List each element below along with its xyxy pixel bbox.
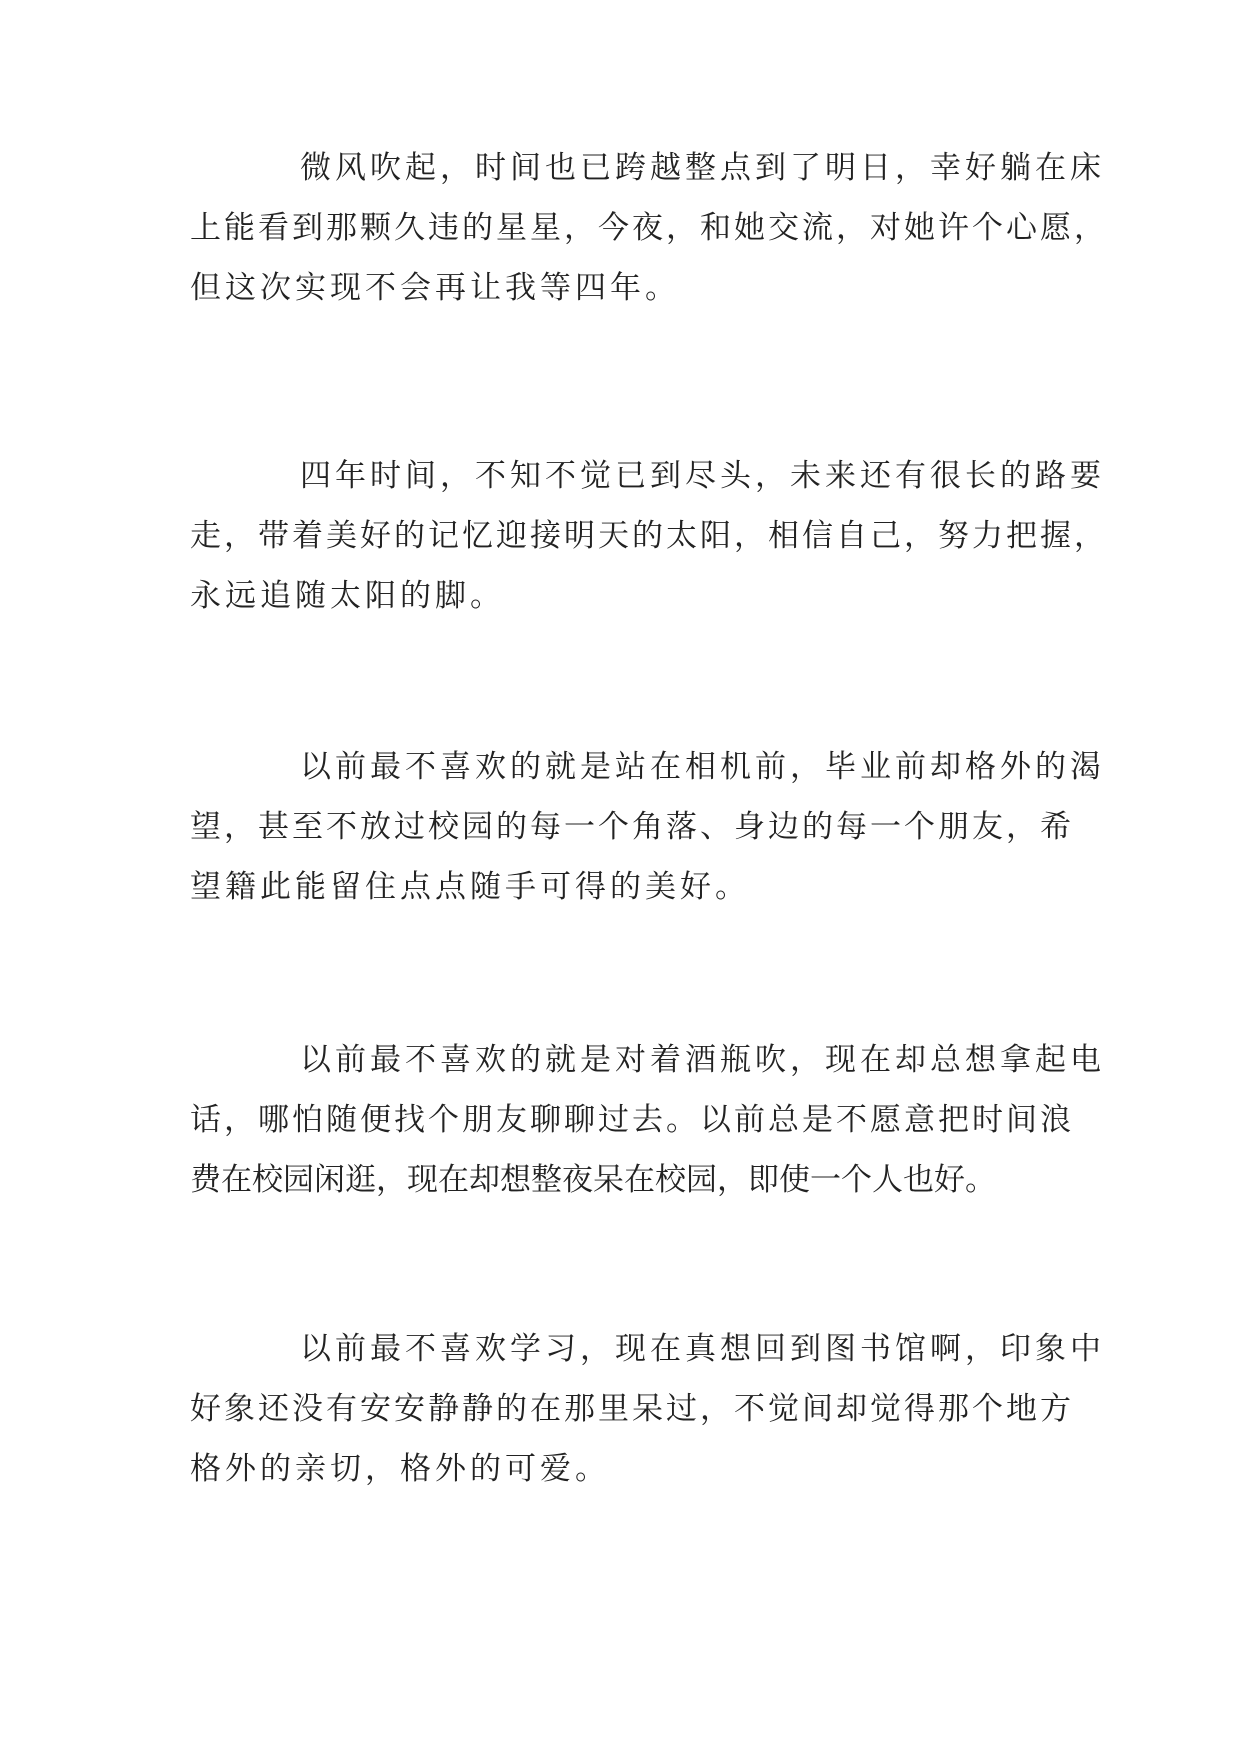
paragraph-5 (190, 1319, 1105, 1499)
paragraph-line: 望，甚至不放过校园的每一个角落、身边的每一个朋友，希 (190, 809, 1074, 845)
paragraph-line: 但这次实现不会再让我等四年。 (190, 270, 680, 306)
paragraph-1 (190, 138, 1108, 318)
paragraph-line: 以前最不喜欢学习，现在真想回到图书馆啊，印象中 (300, 1331, 1105, 1367)
paragraph-line: 好象还没有安安静静的在那里呆过，不觉间却觉得那个地方 (190, 1391, 1074, 1427)
paragraph-line: 微风吹起，时间也已跨越整点到了明日，幸好躺在床 (300, 150, 1105, 186)
paragraph-line: 四年时间，不知不觉已到尽头，未来还有很长的路要 (300, 458, 1105, 494)
paragraph-4 (190, 1030, 1105, 1210)
paragraph-2 (190, 446, 1108, 626)
paragraph-line: 走，带着美好的记忆迎接明天的太阳，相信自己，努力把握， (190, 518, 1108, 554)
paragraph-line: 以前最不喜欢的就是站在相机前，毕业前却格外的渴 (300, 749, 1105, 785)
paragraph-line: 永远追随太阳的脚。 (190, 578, 505, 614)
paragraph-3 (190, 737, 1105, 917)
paragraph-line: 费在校园闲逛，现在却想整夜呆在校园，即使一个人也好。 (190, 1162, 996, 1198)
paragraph-line: 上能看到那颗久违的星星，今夜，和她交流，对她许个心愿， (190, 210, 1108, 246)
paragraph-line: 格外的亲切，格外的可爱。 (190, 1451, 610, 1487)
paragraph-line: 望籍此能留住点点随手可得的美好。 (190, 869, 750, 905)
paragraph-line: 以前最不喜欢的就是对着酒瓶吹，现在却总想拿起电 (300, 1042, 1105, 1078)
paragraph-line: 话，哪怕随便找个朋友聊聊过去。以前总是不愿意把时间浪 (190, 1102, 1074, 1138)
